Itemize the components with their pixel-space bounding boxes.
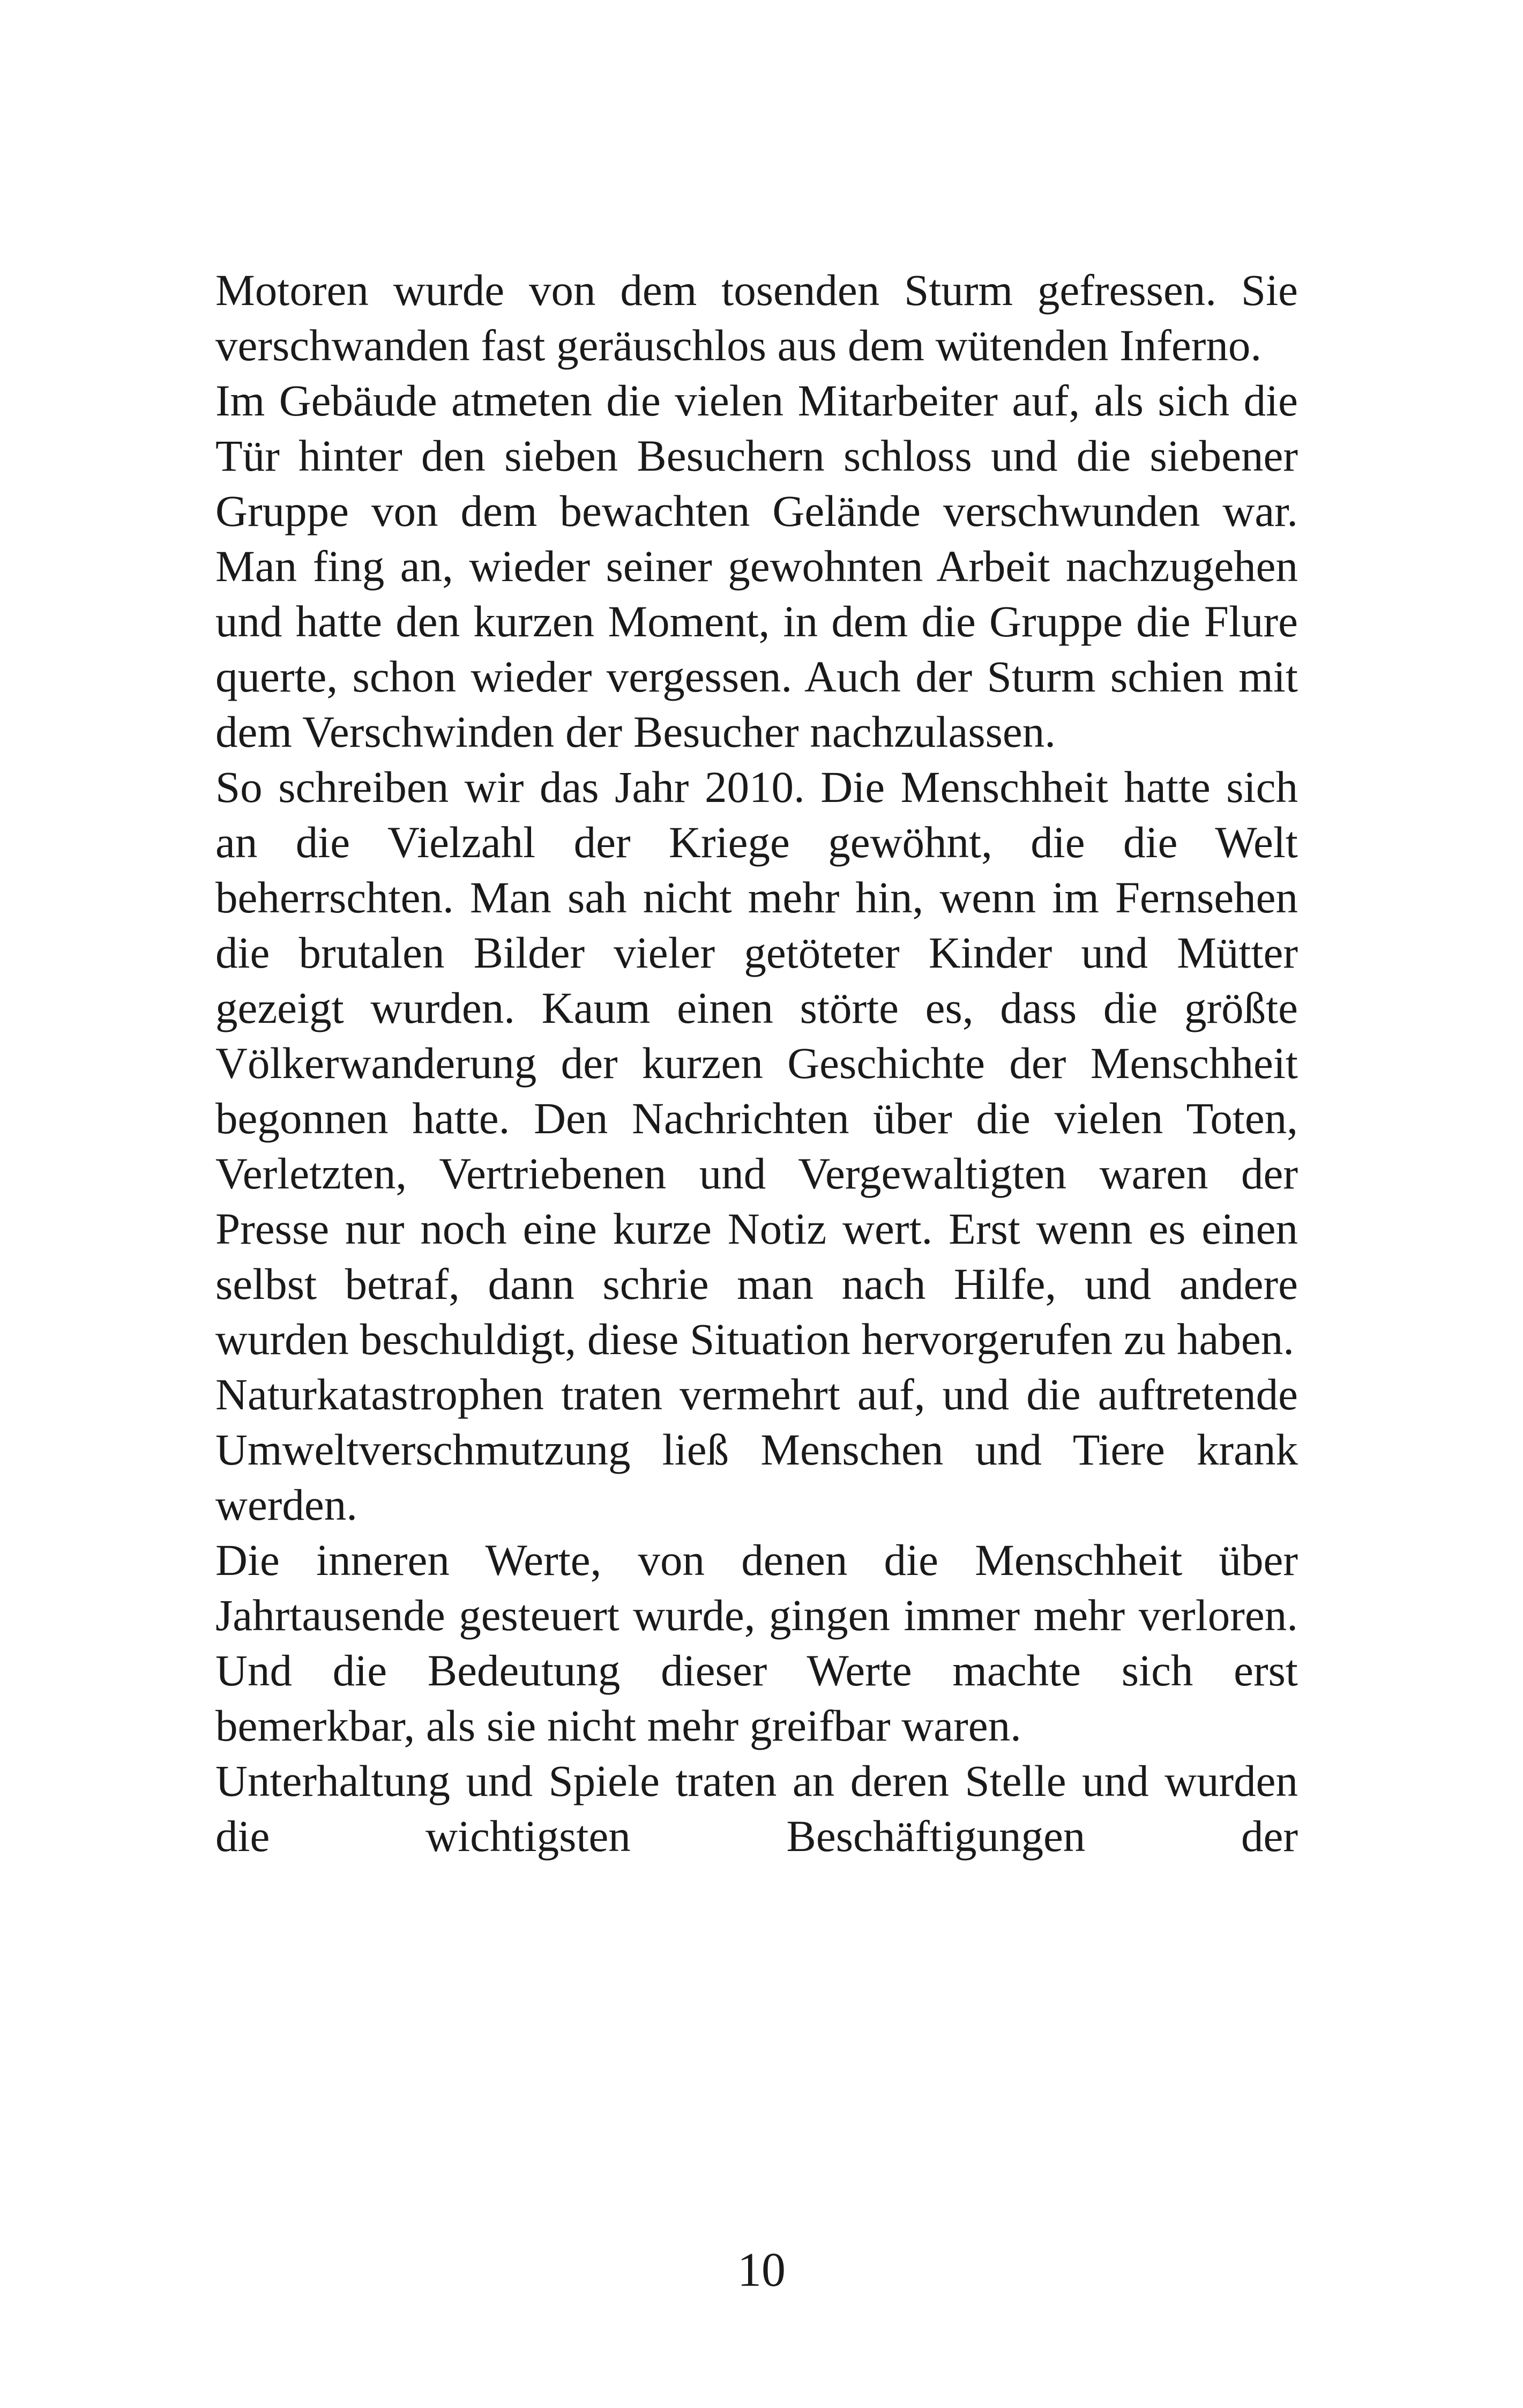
page-number: 10 [737, 2243, 786, 2296]
paragraph: Unterhaltung und Spiele traten an deren Stelle und wurden die wichtigsten Beschäftigungen der [215, 1756, 1298, 1861]
paragraph: So schreiben wir das Jahr 2010. Die Menschheit hatte sich an die Vielzahl der Kriege gewöhnt, die die Welt beherrschten. Man sah nicht mehr hin, wenn im Fernsehen die brutalen Bilder vieler getöteter Kinder und Mütter gezeigt wurden. Kaum einen störte es, dass die größte Völkerwanderung der kurzen Geschichte der Menschheit begonnen hatte. Den Nachrichten über die vielen Toten, Verletzten, Vertriebenen und Vergewaltigten waren der Presse nur noch eine kurze Notiz wert. Erst wenn es einen selbst betraf, dann schrie man nach Hilfe, und andere wurden beschuldigt, diese Situation hervorgerufen zu haben. [215, 762, 1298, 1364]
body-text [215, 263, 1298, 1864]
paragraph: Im Gebäude atmeten die vielen Mitarbeiter auf, als sich die Tür hinter den sieben Besuchern schloss und die siebener Gruppe von dem bewachten Gelände verschwunden war. Man fing an, wieder seiner gewohnten Arbeit nachzugehen und hatte den kurzen Moment, in dem die Gruppe die Flure querte, schon wieder vergessen. Auch der Sturm schien mit dem Verschwinden der Besucher nachzulassen. [215, 376, 1298, 756]
paragraph: Naturkatastrophen traten vermehrt auf, und die auftretende Umweltverschmutzung ließ Menschen und Tiere krank werden. [215, 1370, 1298, 1529]
paragraph: Motoren wurde von dem tosenden Sturm gefressen. Sie verschwanden fast geräuschlos aus dem wütenden Inferno. [215, 265, 1298, 370]
paragraph: Die inneren Werte, von denen die Menschheit über Jahrtausende gesteuert wurde, gingen immer mehr verloren. Und die Bedeutung dieser Werte machte sich erst bemerkbar, als sie nicht mehr greifbar waren. [215, 1535, 1298, 1750]
